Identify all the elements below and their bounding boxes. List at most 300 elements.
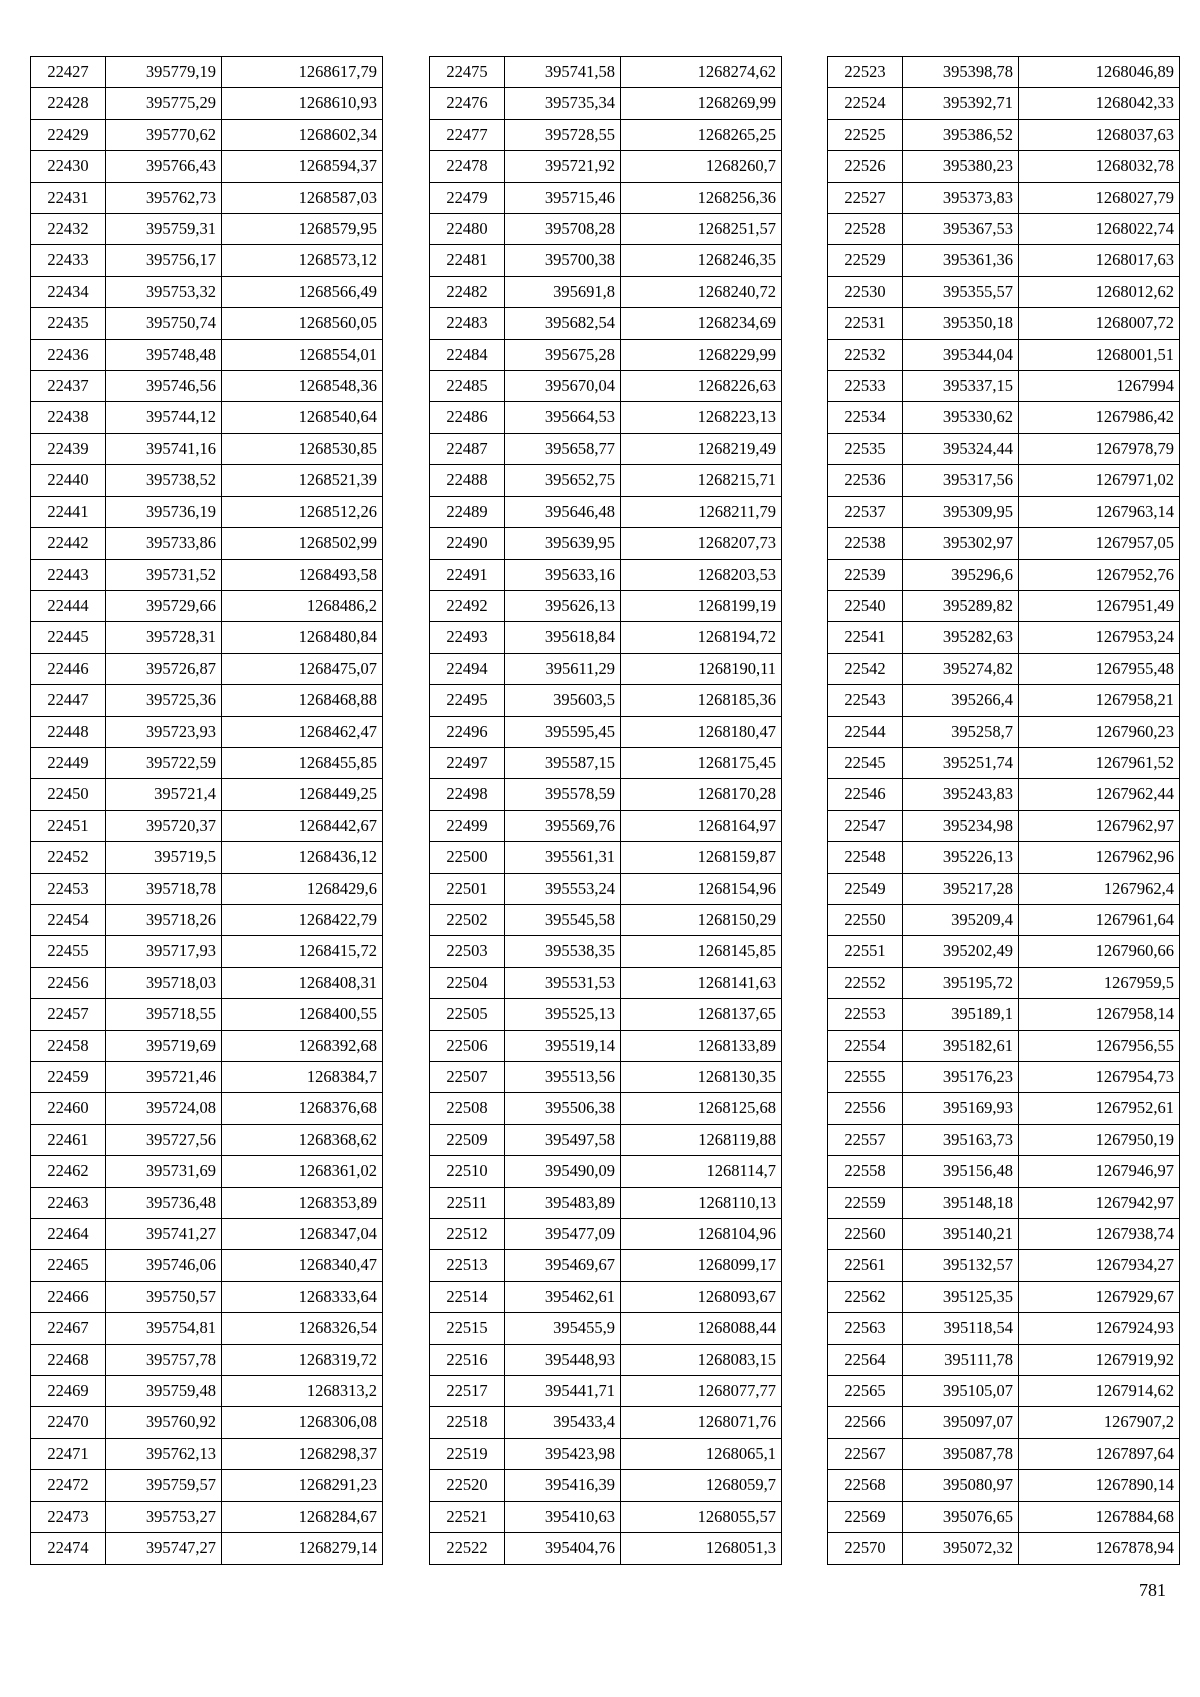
table-row xyxy=(430,779,782,810)
table-row xyxy=(31,371,383,402)
point-number-cell: 22533 xyxy=(828,371,903,402)
point-number-cell: 22540 xyxy=(828,590,903,621)
table-row xyxy=(430,1501,782,1532)
table-row xyxy=(430,245,782,276)
x-coordinate-cell: 395717,93 xyxy=(106,936,222,967)
point-number-cell: 22475 xyxy=(430,57,505,88)
point-number-cell: 22457 xyxy=(31,999,106,1030)
table-row xyxy=(430,1313,782,1344)
table-row xyxy=(31,182,383,213)
table-row xyxy=(430,842,782,873)
y-coordinate-cell: 1268376,68 xyxy=(222,1093,383,1124)
table-row xyxy=(31,810,383,841)
y-coordinate-cell: 1267959,5 xyxy=(1019,967,1180,998)
point-number-cell: 22563 xyxy=(828,1313,903,1344)
table-row xyxy=(828,528,1180,559)
y-coordinate-cell: 1267950,19 xyxy=(1019,1124,1180,1155)
point-number-cell: 22514 xyxy=(430,1281,505,1312)
x-coordinate-cell: 395715,46 xyxy=(505,182,621,213)
table-row xyxy=(828,779,1180,810)
point-number-cell: 22469 xyxy=(31,1376,106,1407)
y-coordinate-cell: 1268521,39 xyxy=(222,465,383,496)
point-number-cell: 22486 xyxy=(430,402,505,433)
table-row xyxy=(31,1156,383,1187)
x-coordinate-cell: 395217,28 xyxy=(903,873,1019,904)
x-coordinate-cell: 395423,98 xyxy=(505,1438,621,1469)
y-coordinate-cell: 1268207,73 xyxy=(621,528,782,559)
x-coordinate-cell: 395759,57 xyxy=(106,1470,222,1501)
point-number-cell: 22547 xyxy=(828,810,903,841)
x-coordinate-cell: 395324,44 xyxy=(903,433,1019,464)
x-coordinate-cell: 395736,19 xyxy=(106,496,222,527)
y-coordinate-cell: 1268279,14 xyxy=(222,1533,383,1564)
table-row xyxy=(828,1407,1180,1438)
x-coordinate-cell: 395156,48 xyxy=(903,1156,1019,1187)
point-number-cell: 22487 xyxy=(430,433,505,464)
table-row xyxy=(31,1470,383,1501)
y-coordinate-cell: 1268137,65 xyxy=(621,999,782,1030)
y-coordinate-cell: 1267897,64 xyxy=(1019,1438,1180,1469)
x-coordinate-cell: 395753,32 xyxy=(106,276,222,307)
table-row xyxy=(828,433,1180,464)
table-row xyxy=(31,1030,383,1061)
y-coordinate-cell: 1268141,63 xyxy=(621,967,782,998)
table-row xyxy=(430,1062,782,1093)
point-number-cell: 22567 xyxy=(828,1438,903,1469)
y-coordinate-cell: 1267986,42 xyxy=(1019,402,1180,433)
x-coordinate-cell: 395251,74 xyxy=(903,747,1019,778)
y-coordinate-cell: 1268475,07 xyxy=(222,653,383,684)
x-coordinate-cell: 395741,16 xyxy=(106,433,222,464)
point-number-cell: 22451 xyxy=(31,810,106,841)
y-coordinate-cell: 1268384,7 xyxy=(222,1062,383,1093)
x-coordinate-cell: 395553,24 xyxy=(505,873,621,904)
y-coordinate-cell: 1267962,97 xyxy=(1019,810,1180,841)
table-row xyxy=(31,339,383,370)
table-row xyxy=(430,182,782,213)
table-row xyxy=(828,936,1180,967)
point-number-cell: 22566 xyxy=(828,1407,903,1438)
y-coordinate-cell: 1268455,85 xyxy=(222,747,383,778)
table-row xyxy=(430,465,782,496)
y-coordinate-cell: 1267924,93 xyxy=(1019,1313,1180,1344)
x-coordinate-cell: 395618,84 xyxy=(505,622,621,653)
x-coordinate-cell: 395708,28 xyxy=(505,214,621,245)
table-row xyxy=(828,1062,1180,1093)
point-number-cell: 22471 xyxy=(31,1438,106,1469)
point-number-cell: 22450 xyxy=(31,779,106,810)
point-number-cell: 22498 xyxy=(430,779,505,810)
y-coordinate-cell: 1268059,7 xyxy=(621,1470,782,1501)
table-row xyxy=(430,119,782,150)
point-number-cell: 22433 xyxy=(31,245,106,276)
y-coordinate-cell: 1268190,11 xyxy=(621,653,782,684)
y-coordinate-cell: 1268251,57 xyxy=(621,214,782,245)
y-coordinate-cell: 1268133,89 xyxy=(621,1030,782,1061)
x-coordinate-cell: 395611,29 xyxy=(505,653,621,684)
y-coordinate-cell: 1268566,49 xyxy=(222,276,383,307)
y-coordinate-cell: 1267963,14 xyxy=(1019,496,1180,527)
point-number-cell: 22489 xyxy=(430,496,505,527)
x-coordinate-cell: 395302,97 xyxy=(903,528,1019,559)
table-row xyxy=(430,57,782,88)
table-row xyxy=(31,779,383,810)
table-row xyxy=(828,1344,1180,1375)
x-coordinate-cell: 395361,36 xyxy=(903,245,1019,276)
y-coordinate-cell: 1267907,2 xyxy=(1019,1407,1180,1438)
table-row xyxy=(430,685,782,716)
x-coordinate-cell: 395753,27 xyxy=(106,1501,222,1532)
table-row xyxy=(828,873,1180,904)
x-coordinate-cell: 395646,48 xyxy=(505,496,621,527)
table-row xyxy=(828,967,1180,998)
x-coordinate-cell: 395169,93 xyxy=(903,1093,1019,1124)
y-coordinate-cell: 1268037,63 xyxy=(1019,119,1180,150)
point-number-cell: 22429 xyxy=(31,119,106,150)
x-coordinate-cell: 395483,89 xyxy=(505,1187,621,1218)
table-row xyxy=(430,371,782,402)
table-row xyxy=(31,1313,383,1344)
point-number-cell: 22444 xyxy=(31,590,106,621)
x-coordinate-cell: 395080,97 xyxy=(903,1470,1019,1501)
point-number-cell: 22541 xyxy=(828,622,903,653)
point-number-cell: 22453 xyxy=(31,873,106,904)
y-coordinate-cell: 1267958,14 xyxy=(1019,999,1180,1030)
y-coordinate-cell: 1268170,28 xyxy=(621,779,782,810)
x-coordinate-cell: 395721,4 xyxy=(106,779,222,810)
point-number-cell: 22479 xyxy=(430,182,505,213)
point-number-cell: 22516 xyxy=(430,1344,505,1375)
table-row xyxy=(430,88,782,119)
table-row xyxy=(828,245,1180,276)
point-number-cell: 22531 xyxy=(828,308,903,339)
y-coordinate-cell: 1267878,94 xyxy=(1019,1533,1180,1564)
point-number-cell: 22459 xyxy=(31,1062,106,1093)
table-row xyxy=(828,904,1180,935)
x-coordinate-cell: 395441,71 xyxy=(505,1376,621,1407)
x-coordinate-cell: 395513,56 xyxy=(505,1062,621,1093)
y-coordinate-cell: 1268145,85 xyxy=(621,936,782,967)
point-number-cell: 22445 xyxy=(31,622,106,653)
y-coordinate-cell: 1268042,33 xyxy=(1019,88,1180,119)
table-row xyxy=(430,402,782,433)
y-coordinate-cell: 1268548,36 xyxy=(222,371,383,402)
point-number-cell: 22439 xyxy=(31,433,106,464)
y-coordinate-cell: 1267960,66 xyxy=(1019,936,1180,967)
table-row xyxy=(828,1533,1180,1564)
point-number-cell: 22551 xyxy=(828,936,903,967)
y-coordinate-cell: 1267914,62 xyxy=(1019,1376,1180,1407)
table-row xyxy=(430,810,782,841)
table-row xyxy=(31,433,383,464)
table-row xyxy=(31,465,383,496)
point-number-cell: 22535 xyxy=(828,433,903,464)
y-coordinate-cell: 1268223,13 xyxy=(621,402,782,433)
table-row xyxy=(31,1062,383,1093)
y-coordinate-cell: 1268554,01 xyxy=(222,339,383,370)
y-coordinate-cell: 1268185,36 xyxy=(621,685,782,716)
table-row xyxy=(828,653,1180,684)
table-row xyxy=(430,1219,782,1250)
table-row xyxy=(828,1470,1180,1501)
y-coordinate-cell: 1268340,47 xyxy=(222,1250,383,1281)
point-number-cell: 22500 xyxy=(430,842,505,873)
table-row xyxy=(31,1281,383,1312)
y-coordinate-cell: 1268602,34 xyxy=(222,119,383,150)
point-number-cell: 22460 xyxy=(31,1093,106,1124)
point-number-cell: 22473 xyxy=(31,1501,106,1532)
x-coordinate-cell: 395757,78 xyxy=(106,1344,222,1375)
point-number-cell: 22446 xyxy=(31,653,106,684)
y-coordinate-cell: 1268284,67 xyxy=(222,1501,383,1532)
y-coordinate-cell: 1267951,49 xyxy=(1019,590,1180,621)
table-row xyxy=(430,716,782,747)
table-row xyxy=(828,151,1180,182)
x-coordinate-cell: 395163,73 xyxy=(903,1124,1019,1155)
point-number-cell: 22442 xyxy=(31,528,106,559)
table-row xyxy=(31,873,383,904)
coordinate-table-1 xyxy=(30,56,383,1565)
x-coordinate-cell: 395506,38 xyxy=(505,1093,621,1124)
point-number-cell: 22477 xyxy=(430,119,505,150)
point-number-cell: 22522 xyxy=(430,1533,505,1564)
x-coordinate-cell: 395735,34 xyxy=(505,88,621,119)
point-number-cell: 22432 xyxy=(31,214,106,245)
table-row xyxy=(430,1281,782,1312)
table-row xyxy=(31,1250,383,1281)
point-number-cell: 22493 xyxy=(430,622,505,653)
point-number-cell: 22470 xyxy=(31,1407,106,1438)
point-number-cell: 22478 xyxy=(430,151,505,182)
x-coordinate-cell: 395603,5 xyxy=(505,685,621,716)
x-coordinate-cell: 395274,82 xyxy=(903,653,1019,684)
point-number-cell: 22505 xyxy=(430,999,505,1030)
table-row xyxy=(828,716,1180,747)
table-row xyxy=(31,308,383,339)
x-coordinate-cell: 395748,48 xyxy=(106,339,222,370)
y-coordinate-cell: 1268194,72 xyxy=(621,622,782,653)
y-coordinate-cell: 1268017,63 xyxy=(1019,245,1180,276)
point-number-cell: 22434 xyxy=(31,276,106,307)
y-coordinate-cell: 1267955,48 xyxy=(1019,653,1180,684)
y-coordinate-cell: 1268436,12 xyxy=(222,842,383,873)
y-coordinate-cell: 1268234,69 xyxy=(621,308,782,339)
point-number-cell: 22538 xyxy=(828,528,903,559)
x-coordinate-cell: 395469,67 xyxy=(505,1250,621,1281)
point-number-cell: 22542 xyxy=(828,653,903,684)
y-coordinate-cell: 1267890,14 xyxy=(1019,1470,1180,1501)
x-coordinate-cell: 395747,27 xyxy=(106,1533,222,1564)
point-number-cell: 22431 xyxy=(31,182,106,213)
x-coordinate-cell: 395455,9 xyxy=(505,1313,621,1344)
x-coordinate-cell: 395760,92 xyxy=(106,1407,222,1438)
y-coordinate-cell: 1268587,03 xyxy=(222,182,383,213)
x-coordinate-cell: 395462,61 xyxy=(505,1281,621,1312)
table-row xyxy=(430,1030,782,1061)
y-coordinate-cell: 1268442,67 xyxy=(222,810,383,841)
x-coordinate-cell: 395148,18 xyxy=(903,1187,1019,1218)
x-coordinate-cell: 395569,76 xyxy=(505,810,621,841)
table-row xyxy=(430,433,782,464)
y-coordinate-cell: 1267952,76 xyxy=(1019,559,1180,590)
x-coordinate-cell: 395766,43 xyxy=(106,151,222,182)
y-coordinate-cell: 1268104,96 xyxy=(621,1219,782,1250)
y-coordinate-cell: 1268579,95 xyxy=(222,214,383,245)
table-row xyxy=(828,622,1180,653)
point-number-cell: 22512 xyxy=(430,1219,505,1250)
table-row xyxy=(828,1313,1180,1344)
y-coordinate-cell: 1268347,04 xyxy=(222,1219,383,1250)
y-coordinate-cell: 1268415,72 xyxy=(222,936,383,967)
point-number-cell: 22520 xyxy=(430,1470,505,1501)
table-row xyxy=(31,590,383,621)
point-number-cell: 22546 xyxy=(828,779,903,810)
table-row xyxy=(828,214,1180,245)
table-row xyxy=(31,622,383,653)
point-number-cell: 22462 xyxy=(31,1156,106,1187)
y-coordinate-cell: 1268493,58 xyxy=(222,559,383,590)
point-number-cell: 22565 xyxy=(828,1376,903,1407)
y-coordinate-cell: 1267962,4 xyxy=(1019,873,1180,904)
y-coordinate-cell: 1267956,55 xyxy=(1019,1030,1180,1061)
x-coordinate-cell: 395652,75 xyxy=(505,465,621,496)
y-coordinate-cell: 1268326,54 xyxy=(222,1313,383,1344)
x-coordinate-cell: 395243,83 xyxy=(903,779,1019,810)
point-number-cell: 22539 xyxy=(828,559,903,590)
x-coordinate-cell: 395633,16 xyxy=(505,559,621,590)
x-coordinate-cell: 395289,82 xyxy=(903,590,1019,621)
y-coordinate-cell: 1268051,3 xyxy=(621,1533,782,1564)
point-number-cell: 22501 xyxy=(430,873,505,904)
y-coordinate-cell: 1268077,77 xyxy=(621,1376,782,1407)
x-coordinate-cell: 395626,13 xyxy=(505,590,621,621)
point-number-cell: 22527 xyxy=(828,182,903,213)
coordinate-table-2 xyxy=(429,56,782,1565)
table-row xyxy=(828,308,1180,339)
point-number-cell: 22561 xyxy=(828,1250,903,1281)
point-number-cell: 22504 xyxy=(430,967,505,998)
table-row xyxy=(828,465,1180,496)
y-coordinate-cell: 1268027,79 xyxy=(1019,182,1180,213)
y-coordinate-cell: 1268032,78 xyxy=(1019,151,1180,182)
table-row xyxy=(31,1187,383,1218)
point-number-cell: 22482 xyxy=(430,276,505,307)
table-row xyxy=(828,57,1180,88)
coordinate-table-3 xyxy=(827,56,1180,1565)
table-row xyxy=(430,653,782,684)
y-coordinate-cell: 1267971,02 xyxy=(1019,465,1180,496)
point-number-cell: 22443 xyxy=(31,559,106,590)
y-coordinate-cell: 1268114,7 xyxy=(621,1156,782,1187)
x-coordinate-cell: 395756,17 xyxy=(106,245,222,276)
table-row xyxy=(828,810,1180,841)
point-number-cell: 22556 xyxy=(828,1093,903,1124)
table-row xyxy=(31,904,383,935)
x-coordinate-cell: 395719,5 xyxy=(106,842,222,873)
table-row xyxy=(828,590,1180,621)
y-coordinate-cell: 1268175,45 xyxy=(621,747,782,778)
table-row xyxy=(828,1438,1180,1469)
table-row xyxy=(430,1156,782,1187)
x-coordinate-cell: 395234,98 xyxy=(903,810,1019,841)
point-number-cell: 22440 xyxy=(31,465,106,496)
x-coordinate-cell: 395140,21 xyxy=(903,1219,1019,1250)
point-number-cell: 22447 xyxy=(31,685,106,716)
x-coordinate-cell: 395072,32 xyxy=(903,1533,1019,1564)
point-number-cell: 22525 xyxy=(828,119,903,150)
point-number-cell: 22465 xyxy=(31,1250,106,1281)
point-number-cell: 22548 xyxy=(828,842,903,873)
table-row xyxy=(430,967,782,998)
table-row xyxy=(430,1470,782,1501)
point-number-cell: 22463 xyxy=(31,1187,106,1218)
table-row xyxy=(430,873,782,904)
y-coordinate-cell: 1268088,44 xyxy=(621,1313,782,1344)
x-coordinate-cell: 395296,6 xyxy=(903,559,1019,590)
table-row xyxy=(828,339,1180,370)
x-coordinate-cell: 395726,87 xyxy=(106,653,222,684)
y-coordinate-cell: 1268211,79 xyxy=(621,496,782,527)
table-row xyxy=(430,496,782,527)
table-row xyxy=(31,936,383,967)
table-row xyxy=(430,559,782,590)
y-coordinate-cell: 1267934,27 xyxy=(1019,1250,1180,1281)
y-coordinate-cell: 1267884,68 xyxy=(1019,1501,1180,1532)
point-number-cell: 22518 xyxy=(430,1407,505,1438)
table-row xyxy=(31,1501,383,1532)
y-coordinate-cell: 1268125,68 xyxy=(621,1093,782,1124)
y-coordinate-cell: 1267942,97 xyxy=(1019,1187,1180,1218)
table-row xyxy=(430,1124,782,1155)
table-row xyxy=(828,1281,1180,1312)
point-number-cell: 22549 xyxy=(828,873,903,904)
x-coordinate-cell: 395750,74 xyxy=(106,308,222,339)
x-coordinate-cell: 395337,15 xyxy=(903,371,1019,402)
y-coordinate-cell: 1267960,23 xyxy=(1019,716,1180,747)
x-coordinate-cell: 395266,4 xyxy=(903,685,1019,716)
table-body xyxy=(430,57,782,1565)
x-coordinate-cell: 395722,59 xyxy=(106,747,222,778)
x-coordinate-cell: 395087,78 xyxy=(903,1438,1019,1469)
y-coordinate-cell: 1267929,67 xyxy=(1019,1281,1180,1312)
x-coordinate-cell: 395182,61 xyxy=(903,1030,1019,1061)
table-row xyxy=(828,371,1180,402)
x-coordinate-cell: 395728,55 xyxy=(505,119,621,150)
x-coordinate-cell: 395317,56 xyxy=(903,465,1019,496)
x-coordinate-cell: 395561,31 xyxy=(505,842,621,873)
x-coordinate-cell: 395675,28 xyxy=(505,339,621,370)
table-row xyxy=(430,308,782,339)
point-number-cell: 22495 xyxy=(430,685,505,716)
y-coordinate-cell: 1267978,79 xyxy=(1019,433,1180,464)
point-number-cell: 22472 xyxy=(31,1470,106,1501)
point-number-cell: 22515 xyxy=(430,1313,505,1344)
x-coordinate-cell: 395105,07 xyxy=(903,1376,1019,1407)
point-number-cell: 22526 xyxy=(828,151,903,182)
table-row xyxy=(430,1533,782,1564)
x-coordinate-cell: 395350,18 xyxy=(903,308,1019,339)
table-row xyxy=(430,1376,782,1407)
y-coordinate-cell: 1268313,2 xyxy=(222,1376,383,1407)
point-number-cell: 22480 xyxy=(430,214,505,245)
point-number-cell: 22449 xyxy=(31,747,106,778)
table-row xyxy=(828,1376,1180,1407)
y-coordinate-cell: 1268159,87 xyxy=(621,842,782,873)
x-coordinate-cell: 395731,69 xyxy=(106,1156,222,1187)
table-row xyxy=(430,1438,782,1469)
x-coordinate-cell: 395531,53 xyxy=(505,967,621,998)
y-coordinate-cell: 1267938,74 xyxy=(1019,1219,1180,1250)
